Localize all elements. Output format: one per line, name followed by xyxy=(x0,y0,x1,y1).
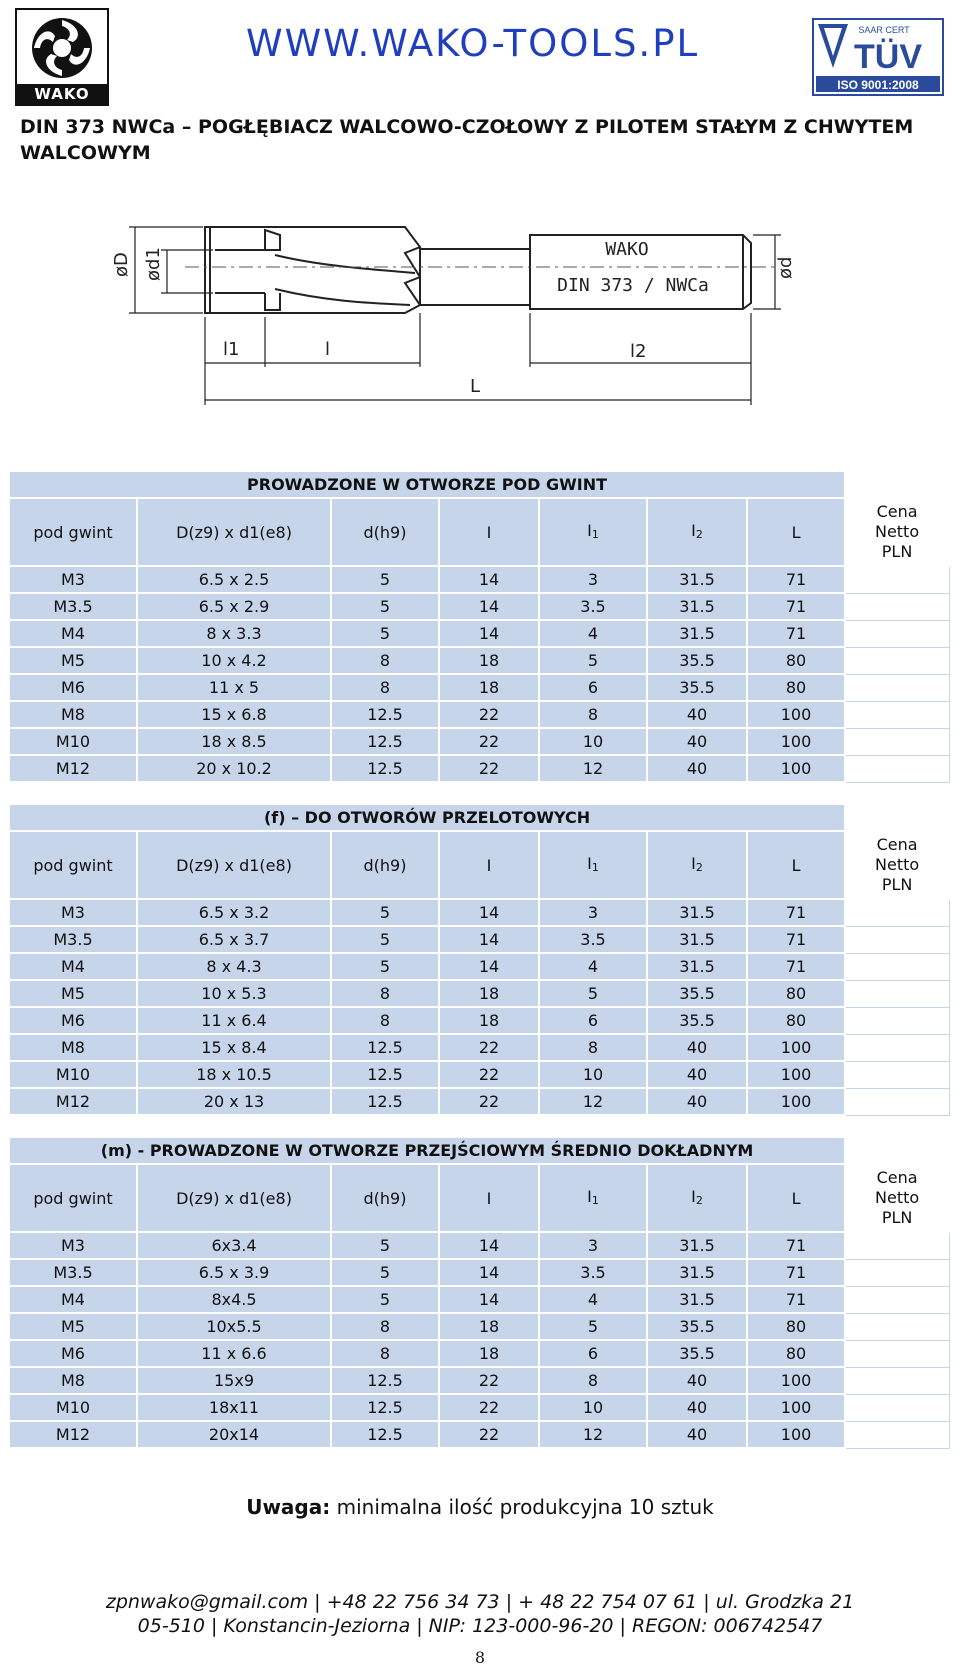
table-cell: 31.5 xyxy=(647,620,747,647)
spec-table-section-3 xyxy=(8,1136,950,1449)
table-cell: 22 xyxy=(439,1034,539,1061)
table-cell: 3.5 xyxy=(539,593,647,620)
table-cell: 100 xyxy=(747,1088,845,1115)
table-cell: 18 x 8.5 xyxy=(137,728,331,755)
drawing-engraving-line1: WAKO xyxy=(605,239,649,260)
table-row xyxy=(9,647,949,674)
table-cell: 12 xyxy=(539,755,647,782)
table-cell: 100 xyxy=(747,755,845,782)
table-cell: 35.5 xyxy=(647,1313,747,1340)
table-cell: 5 xyxy=(331,1259,439,1286)
table-cell: 80 xyxy=(747,1340,845,1367)
table-cell: 8 xyxy=(331,647,439,674)
cert-iso-text: ISO 9001:2008 xyxy=(837,78,919,92)
table-cell: 4 xyxy=(539,1286,647,1313)
cert-mark-text: TÜV xyxy=(854,38,922,76)
table-cell: M6 xyxy=(9,1340,137,1367)
table-cell: 6 xyxy=(539,674,647,701)
table-cell: 5 xyxy=(331,593,439,620)
col-header-pod-gwint: pod gwint xyxy=(9,1164,137,1232)
col-header-pod-gwint: pod gwint xyxy=(9,831,137,899)
table-cell: 100 xyxy=(747,701,845,728)
table-cell: M4 xyxy=(9,953,137,980)
table-cell: 18 xyxy=(439,674,539,701)
table-cell: 12.5 xyxy=(331,701,439,728)
table-cell: 6x3.4 xyxy=(137,1232,331,1259)
table-cell: 8 xyxy=(331,1313,439,1340)
table-cell: 8 xyxy=(539,1367,647,1394)
table-cell: 14 xyxy=(439,620,539,647)
table-cell: 100 xyxy=(747,1394,845,1421)
col-header-i1: I1 xyxy=(539,831,647,899)
table-cell: 40 xyxy=(647,728,747,755)
table-cell: M3.5 xyxy=(9,926,137,953)
table-cell: 11 x 6.6 xyxy=(137,1340,331,1367)
table-cell: 15x9 xyxy=(137,1367,331,1394)
table-cell: 14 xyxy=(439,566,539,593)
table-cell: 12.5 xyxy=(331,1394,439,1421)
table-cell: 18 xyxy=(439,647,539,674)
dim-label-L: L xyxy=(470,376,481,397)
table-cell: M8 xyxy=(9,1034,137,1061)
table-cell: 8 xyxy=(331,1340,439,1367)
table-cell: 31.5 xyxy=(647,899,747,926)
table-cell: 31.5 xyxy=(647,926,747,953)
table-row xyxy=(9,701,949,728)
table-cell: 14 xyxy=(439,1232,539,1259)
table-cell: 18 xyxy=(439,1313,539,1340)
table-cell: 11 x 5 xyxy=(137,674,331,701)
wako-logo xyxy=(15,8,109,106)
document-title: DIN 373 NWCa – POGŁĘBIACZ WALCOWO-CZOŁOWY Z PILOTEM STAŁYM Z CHWYTEM WALCOWYM xyxy=(20,116,914,164)
table-cell: 35.5 xyxy=(647,674,747,701)
table-cell: 6.5 x 3.2 xyxy=(137,899,331,926)
col-header-i: I xyxy=(439,498,539,566)
price-cell xyxy=(845,755,949,782)
price-cell xyxy=(845,1421,949,1448)
price-cell xyxy=(845,1061,949,1088)
table-cell: 5 xyxy=(331,1232,439,1259)
table-cell: 31.5 xyxy=(647,1286,747,1313)
table-cell: 8 xyxy=(331,980,439,1007)
table-cell: 40 xyxy=(647,1367,747,1394)
table-cell: 71 xyxy=(747,1286,845,1313)
table-cell: 10x5.5 xyxy=(137,1313,331,1340)
table-cell: 22 xyxy=(439,1421,539,1448)
table-cell: 18x11 xyxy=(137,1394,331,1421)
table-cell: M12 xyxy=(9,1421,137,1448)
price-cell xyxy=(845,1367,949,1394)
table-cell: 12.5 xyxy=(331,1367,439,1394)
table-cell: 80 xyxy=(747,1007,845,1034)
table-cell: 22 xyxy=(439,1394,539,1421)
cert-top-text: SAAR CERT xyxy=(858,25,910,35)
table-cell: 18 x 10.5 xyxy=(137,1061,331,1088)
table-cell: 80 xyxy=(747,980,845,1007)
table-cell: M8 xyxy=(9,1367,137,1394)
table-cell: 12.5 xyxy=(331,1421,439,1448)
table-cell: 100 xyxy=(747,1034,845,1061)
table-cell: 14 xyxy=(439,593,539,620)
table-cell: 22 xyxy=(439,755,539,782)
table-cell: 71 xyxy=(747,593,845,620)
table-cell: 12 xyxy=(539,1421,647,1448)
col-header-dh9: d(h9) xyxy=(331,831,439,899)
table-row xyxy=(9,566,949,593)
dim-label-l1: l1 xyxy=(223,339,240,360)
price-cell xyxy=(845,620,949,647)
table-cell: 6.5 x 2.9 xyxy=(137,593,331,620)
wako-swirl-icon xyxy=(17,10,107,84)
table-cell: 8 x 4.3 xyxy=(137,953,331,980)
table-row xyxy=(9,728,949,755)
table-cell: M5 xyxy=(9,980,137,1007)
col-header-i2: I2 xyxy=(647,831,747,899)
price-cell xyxy=(845,674,949,701)
spec-table-section-2 xyxy=(8,803,950,1116)
table-cell: 14 xyxy=(439,926,539,953)
table-cell: 71 xyxy=(747,926,845,953)
dim-label-l2: l2 xyxy=(630,341,647,362)
table-cell: M5 xyxy=(9,647,137,674)
table-cell: 10 xyxy=(539,728,647,755)
table-cell: 31.5 xyxy=(647,566,747,593)
table-cell: 18 xyxy=(439,1340,539,1367)
table-cell: 5 xyxy=(331,1286,439,1313)
price-cell xyxy=(845,980,949,1007)
table-cell: 22 xyxy=(439,1088,539,1115)
table-cell: 22 xyxy=(439,1367,539,1394)
price-cell xyxy=(845,1232,949,1259)
table-cell: 40 xyxy=(647,1394,747,1421)
price-cell xyxy=(845,1034,949,1061)
table-cell: M3 xyxy=(9,899,137,926)
table-row xyxy=(9,1367,949,1394)
table-cell: 5 xyxy=(539,1313,647,1340)
site-url: WWW.WAKO-TOOLS.PL xyxy=(246,22,700,65)
table-cell: 80 xyxy=(747,1313,845,1340)
col-header-i2: I2 xyxy=(647,1164,747,1232)
table-cell: 22 xyxy=(439,728,539,755)
table-cell: 5 xyxy=(331,953,439,980)
tuv-certificate-logo xyxy=(812,18,944,96)
price-cell xyxy=(845,728,949,755)
col-header-dh9: d(h9) xyxy=(331,1164,439,1232)
contact-footer xyxy=(0,1590,960,1638)
table-cell: 22 xyxy=(439,1061,539,1088)
table-cell: 8 x 3.3 xyxy=(137,620,331,647)
table-cell: 40 xyxy=(647,755,747,782)
table-cell: 100 xyxy=(747,728,845,755)
table-cell: 8 xyxy=(331,674,439,701)
table-row xyxy=(9,593,949,620)
table-cell: 10 x 4.2 xyxy=(137,647,331,674)
price-cell xyxy=(845,1286,949,1313)
table-cell: 14 xyxy=(439,953,539,980)
table-cell: 71 xyxy=(747,1259,845,1286)
table-cell: M8 xyxy=(9,701,137,728)
table-row xyxy=(9,1088,949,1115)
table-cell: M3 xyxy=(9,566,137,593)
dim-label-d1: ød1 xyxy=(143,247,164,281)
table-cell: 6.5 x 2.5 xyxy=(137,566,331,593)
table-cell: 35.5 xyxy=(647,1007,747,1034)
price-cell xyxy=(845,701,949,728)
col-header-d-size: D(z9) x d1(e8) xyxy=(137,1164,331,1232)
table-cell: 11 x 6.4 xyxy=(137,1007,331,1034)
table-row xyxy=(9,1034,949,1061)
table-cell: 71 xyxy=(747,620,845,647)
table-cell: 14 xyxy=(439,899,539,926)
table-cell: 35.5 xyxy=(647,1340,747,1367)
table-cell: 22 xyxy=(439,701,539,728)
col-header-dh9: d(h9) xyxy=(331,498,439,566)
drawing-engraving-line2: DIN 373 / NWCa xyxy=(557,275,709,296)
table-cell: 71 xyxy=(747,899,845,926)
col-header-i1: I1 xyxy=(539,1164,647,1232)
table-cell: 8x4.5 xyxy=(137,1286,331,1313)
table-cell: 14 xyxy=(439,1259,539,1286)
table-cell: 12.5 xyxy=(331,1061,439,1088)
table-cell: 20 x 13 xyxy=(137,1088,331,1115)
wako-logo-text: WAKO xyxy=(17,84,107,104)
table-row xyxy=(9,1313,949,1340)
table-cell: 10 xyxy=(539,1061,647,1088)
dim-label-l: l xyxy=(325,339,331,360)
col-header-cena: Cena Netto PLN xyxy=(845,831,949,899)
table-cell: 15 x 8.4 xyxy=(137,1034,331,1061)
price-cell xyxy=(845,1394,949,1421)
dim-label-D: øD xyxy=(111,252,132,277)
price-cell xyxy=(845,566,949,593)
spec-table-section-1 xyxy=(8,470,950,783)
table-row xyxy=(9,1007,949,1034)
table-cell: 12.5 xyxy=(331,1034,439,1061)
table-cell: 71 xyxy=(747,953,845,980)
table-cell: 35.5 xyxy=(647,647,747,674)
table-cell: 18 xyxy=(439,980,539,1007)
table-cell: 100 xyxy=(747,1367,845,1394)
table-cell: 3.5 xyxy=(539,926,647,953)
table-row xyxy=(9,1421,949,1448)
table-cell: 8 xyxy=(539,701,647,728)
table-cell: M10 xyxy=(9,1394,137,1421)
table-row xyxy=(9,1232,949,1259)
table-cell: 3.5 xyxy=(539,1259,647,1286)
table-cell: 71 xyxy=(747,1232,845,1259)
col-header-l: L xyxy=(747,831,845,899)
table-cell: 5 xyxy=(331,926,439,953)
price-cell xyxy=(845,1259,949,1286)
col-header-cena: Cena Netto PLN xyxy=(845,498,949,566)
table-cell: M6 xyxy=(9,1007,137,1034)
table-cell: 40 xyxy=(647,701,747,728)
table-cell: 40 xyxy=(647,1088,747,1115)
col-header-cena: Cena Netto PLN xyxy=(845,1164,949,1232)
table-row xyxy=(9,1061,949,1088)
table-cell: 71 xyxy=(747,566,845,593)
table-cell: 31.5 xyxy=(647,1259,747,1286)
price-cell xyxy=(845,593,949,620)
table-cell: M6 xyxy=(9,674,137,701)
table-cell: 6.5 x 3.9 xyxy=(137,1259,331,1286)
table-cell: 5 xyxy=(539,647,647,674)
page-number: 8 xyxy=(474,1648,486,1667)
table-cell: 15 x 6.8 xyxy=(137,701,331,728)
table-cell: M3.5 xyxy=(9,593,137,620)
table-cell: 5 xyxy=(331,899,439,926)
table-cell: 6.5 x 3.7 xyxy=(137,926,331,953)
table-cell: 5 xyxy=(539,980,647,1007)
col-header-l: L xyxy=(747,498,845,566)
table-cell: 20x14 xyxy=(137,1421,331,1448)
table-cell: 100 xyxy=(747,1061,845,1088)
table-row xyxy=(9,953,949,980)
production-note xyxy=(0,1495,960,1519)
table-cell: 80 xyxy=(747,647,845,674)
table-cell: M10 xyxy=(9,728,137,755)
table-row xyxy=(9,1394,949,1421)
col-header-i2: I2 xyxy=(647,498,747,566)
col-header-i1: I1 xyxy=(539,498,647,566)
table-cell: M12 xyxy=(9,1088,137,1115)
countersink-technical-drawing xyxy=(111,205,835,440)
table-cell: 10 x 5.3 xyxy=(137,980,331,1007)
table-row xyxy=(9,1286,949,1313)
table-row xyxy=(9,620,949,647)
table-cell: M3.5 xyxy=(9,1259,137,1286)
table-cell: 12 xyxy=(539,1088,647,1115)
table-cell: 10 xyxy=(539,1394,647,1421)
table-cell: 40 xyxy=(647,1061,747,1088)
price-cell xyxy=(845,953,949,980)
col-header-pod-gwint: pod gwint xyxy=(9,498,137,566)
table-cell: 4 xyxy=(539,953,647,980)
table-cell: 31.5 xyxy=(647,953,747,980)
table-cell: M12 xyxy=(9,755,137,782)
col-header-l: L xyxy=(747,1164,845,1232)
footer-line-1: zpnwako@gmail.com | +48 22 756 34 73 | + 48 22 754 07 61 | ul. Grodzka 21 xyxy=(105,1591,855,1613)
price-cell xyxy=(845,1007,949,1034)
dim-label-d: ød xyxy=(775,256,796,279)
table-row xyxy=(9,1340,949,1367)
table-cell: 5 xyxy=(331,566,439,593)
table-header-row xyxy=(9,498,949,566)
table-cell: M5 xyxy=(9,1313,137,1340)
table-cell: 40 xyxy=(647,1034,747,1061)
table-header-row xyxy=(9,1164,949,1232)
section-title: PROWADZONE W OTWORZE POD GWINT xyxy=(9,471,845,498)
table-row xyxy=(9,674,949,701)
table-cell: 6 xyxy=(539,1340,647,1367)
table-row xyxy=(9,755,949,782)
page-header xyxy=(0,0,960,110)
table-cell: M10 xyxy=(9,1061,137,1088)
table-cell: 20 x 10.2 xyxy=(137,755,331,782)
price-cell xyxy=(845,1340,949,1367)
table-cell: 8 xyxy=(331,1007,439,1034)
table-row xyxy=(9,926,949,953)
table-header-row xyxy=(9,831,949,899)
table-cell: M4 xyxy=(9,620,137,647)
price-cell xyxy=(845,1088,949,1115)
table-cell: 14 xyxy=(439,1286,539,1313)
table-cell: 4 xyxy=(539,620,647,647)
table-cell: 12.5 xyxy=(331,755,439,782)
col-header-i: I xyxy=(439,1164,539,1232)
table-cell: 31.5 xyxy=(647,1232,747,1259)
table-cell: 80 xyxy=(747,674,845,701)
table-cell: 8 xyxy=(539,1034,647,1061)
note-label: Uwaga: xyxy=(246,1495,331,1519)
table-cell: 31.5 xyxy=(647,593,747,620)
section-title: (f) – DO OTWORÓW PRZELOTOWYCH xyxy=(9,804,845,831)
table-cell: M3 xyxy=(9,1232,137,1259)
table-cell: 6 xyxy=(539,1007,647,1034)
col-header-i: I xyxy=(439,831,539,899)
table-cell: 12.5 xyxy=(331,1088,439,1115)
section-title: (m) - PROWADZONE W OTWORZE PRZEJŚCIOWYM ŚREDNIO DOKŁADNYM xyxy=(9,1137,845,1164)
col-header-d-size: D(z9) x d1(e8) xyxy=(137,498,331,566)
footer-line-2: 05-510 | Konstancin-Jeziorna | NIP: 123-000-96-20 | REGON: 006742547 xyxy=(137,1615,823,1637)
table-cell: 3 xyxy=(539,1232,647,1259)
price-cell xyxy=(845,647,949,674)
table-row xyxy=(9,899,949,926)
table-cell: M4 xyxy=(9,1286,137,1313)
table-cell: 3 xyxy=(539,566,647,593)
price-cell xyxy=(845,899,949,926)
price-cell xyxy=(845,926,949,953)
table-row xyxy=(9,1259,949,1286)
table-cell: 5 xyxy=(331,620,439,647)
col-header-d-size: D(z9) x d1(e8) xyxy=(137,831,331,899)
price-cell xyxy=(845,1313,949,1340)
table-cell: 18 xyxy=(439,1007,539,1034)
table-cell: 35.5 xyxy=(647,980,747,1007)
table-cell: 100 xyxy=(747,1421,845,1448)
table-cell: 40 xyxy=(647,1421,747,1448)
table-cell: 3 xyxy=(539,899,647,926)
table-row xyxy=(9,980,949,1007)
table-cell: 12.5 xyxy=(331,728,439,755)
note-text: minimalna ilość produkcyjna 10 sztuk xyxy=(330,1495,714,1519)
